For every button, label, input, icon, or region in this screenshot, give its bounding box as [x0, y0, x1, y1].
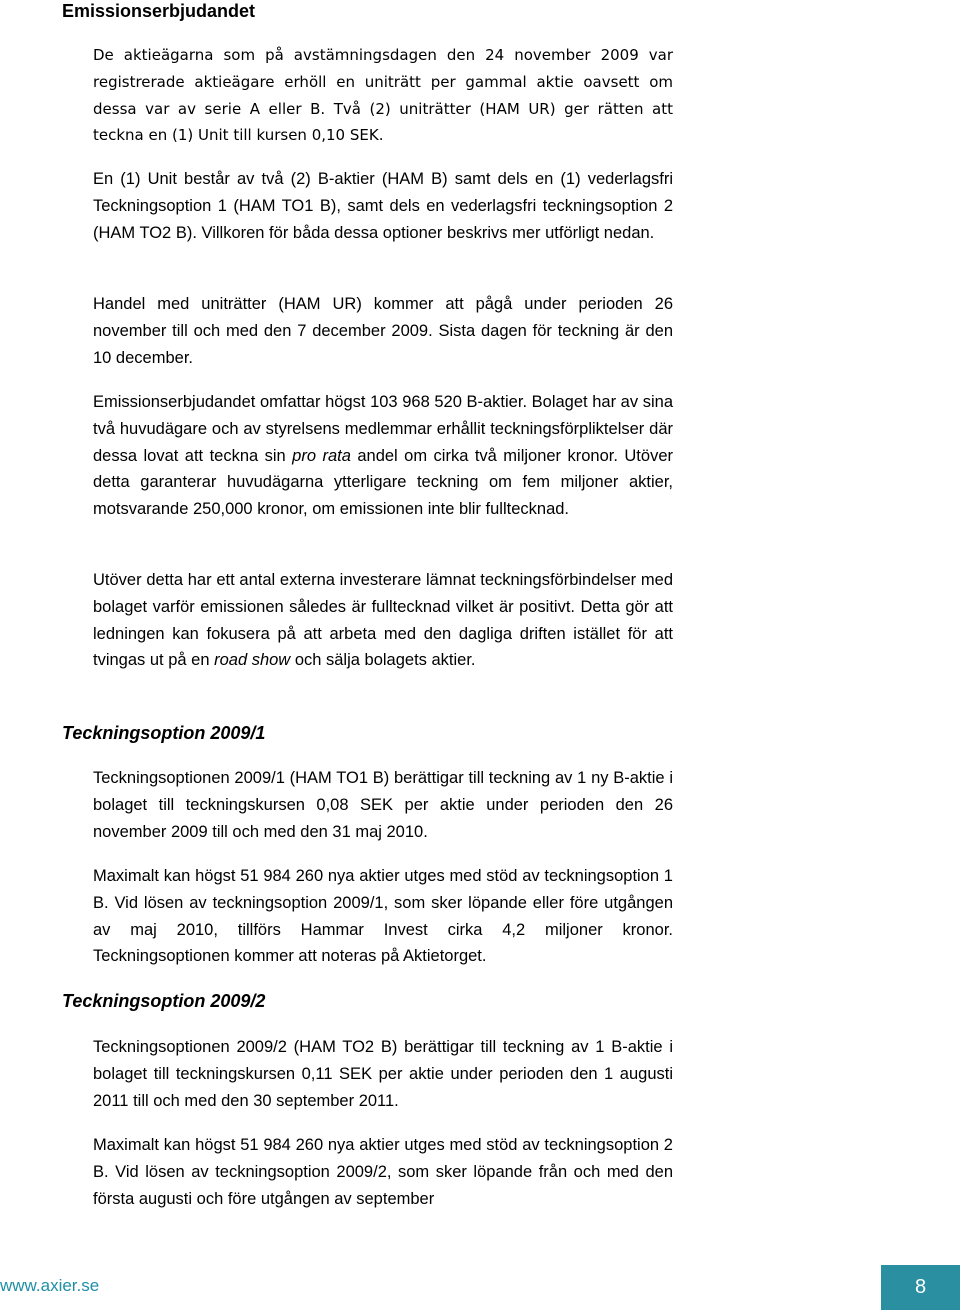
paragraph-7-text: Maximalt kan högst 51 984 260 nya aktier utges med stöd av teckningsoption 1 B. Vid lösen av teckningsoption 2009/1, som sker löpande eller före utgången av maj 2010, tillförs Hammar Invest cirka 4,2 miljoner kronor. Teckningsoptionen kommer att noteras på Aktietorget.: [93, 867, 673, 966]
paragraph-4-italic: pro rata: [292, 446, 351, 465]
paragraph-5-text-a: Utöver detta har ett antal externa investerare lämnat teckningsförbindelser med bolaget varför emissionen således är fulltecknad vilket är positivt. Detta gör att ledningen kan fokusera på att arbeta med den dagliga driften istället för att tvingas ut på en: [93, 571, 673, 670]
paragraph-1: [93, 42, 673, 149]
paragraph-2: [93, 166, 673, 246]
section-heading-option-2009-2: Teckningsoption 2009/2: [62, 991, 266, 1011]
paragraph-9: [93, 1132, 673, 1212]
paragraph-7: [93, 863, 673, 970]
section-heading-emissionserbjudandet: Emissionserbjudandet: [62, 1, 256, 21]
paragraph-2-text: En (1) Unit består av två (2) B-aktier (HAM B) samt dels en (1) vederlagsfri Teckningsoption 1 (HAM TO1 B), samt dels en vederlagsfri teckningsoption 2 (HAM TO2 B). Villkoren för båda dessa optioner beskrivs mer utförligt nedan.: [93, 170, 673, 242]
paragraph-6: [93, 765, 673, 845]
paragraph-4-text-b: andel om cirka två miljoner kronor. Utöver detta garanterar huvudägarna ytterligare teckning om fem miljoner aktier, motsvarande 250,000 kronor, om emissionen inte blir fulltecknad.: [93, 446, 673, 519]
paragraph-5-text-b: och sälja bolagets aktier.: [290, 651, 476, 670]
page-number: 8: [914, 1276, 927, 1298]
paragraph-8: [93, 1034, 673, 1114]
paragraph-1-text: De aktieägarna som på avstämningsdagen den 24 november 2009 var registrerade aktieägare erhöll en uniträtt per gammal aktie oavsett om dessa var av serie A eller B. Två (2) uniträtter (HAM UR) ger rätten att teckna en (1) Unit till kursen 0,10 SEK.: [93, 46, 673, 145]
page-number-badge: [881, 1265, 960, 1310]
paragraph-6-text: Teckningsoptionen 2009/1 (HAM TO1 B) berättigar till teckning av 1 ny B-aktie i bolaget till teckningskursen 0,08 SEK per aktie under perioden den 26 november 2009 till och med den 31 maj 2010.: [93, 769, 673, 841]
paragraph-9-text: Maximalt kan högst 51 984 260 nya aktier utges med stöd av teckningsoption 2 B. Vid lösen av teckningsoption 2009/2, som sker löpande från och med den första augusti och före utgången av september: [93, 1136, 673, 1208]
paragraph-8-text: Teckningsoptionen 2009/2 (HAM TO2 B) berättigar till teckning av 1 B-aktie i bolaget till teckningskursen 0,11 SEK per aktie under perioden den 1 augusti 2011 till och med den 30 september 2011.: [93, 1038, 673, 1110]
paragraph-4: [93, 389, 673, 523]
section-heading-option-2009-1: Teckningsoption 2009/1: [62, 723, 266, 743]
paragraph-4-text-a: Emissionserbjudandet omfattar högst 103 968 520 B-aktier. Bolaget har av sina två huvudägare och av styrelsens medlemmar erhållit teckningsförpliktelser där dessa lovat att teckna sin: [93, 393, 673, 465]
paragraph-5-italic: road show: [214, 651, 291, 670]
paragraph-3-text: Handel med uniträtter (HAM UR) kommer att pågå under perioden 26 november till och med den 7 december 2009. Sista dagen för teckning är den 10 december.: [93, 295, 673, 367]
footer-website-link[interactable]: www.axier.se: [0, 1276, 100, 1295]
paragraph-3: [93, 291, 673, 371]
paragraph-5: [93, 567, 673, 674]
